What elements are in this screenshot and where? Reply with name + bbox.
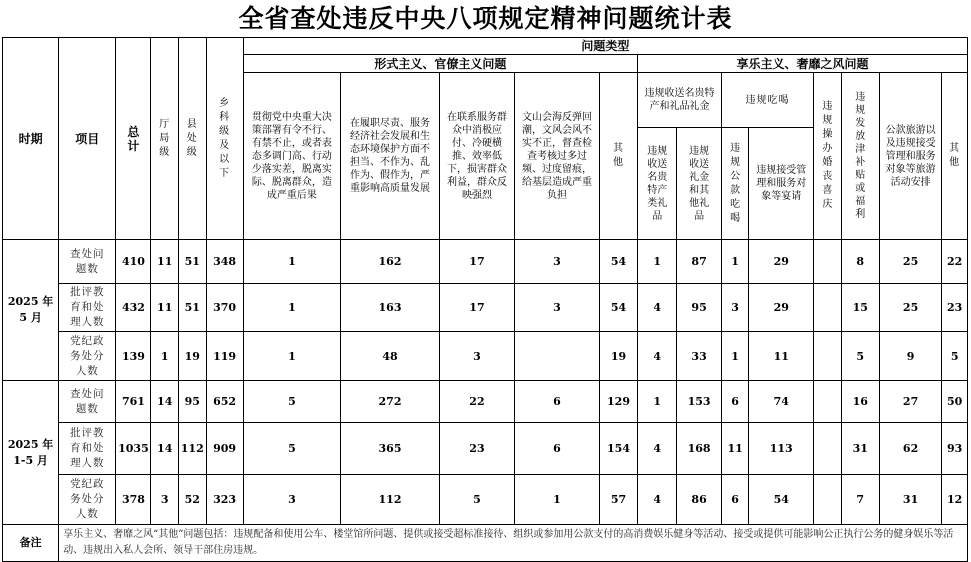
cell-travel: 25 [879,284,942,332]
cell-f3: 22 [439,381,514,423]
header-meal-banquet: 违规接受管理和服务对象等宴请 [749,128,814,240]
cell-total: 378 [116,475,151,525]
cell-wedding [814,240,842,284]
cell-gift2: 87 [677,240,722,284]
row-item-label: 党纪政务处分人数 [59,475,116,525]
cell-ting: 11 [151,240,179,284]
cell-h-other: 12 [942,475,968,525]
cell-f2: 365 [341,423,440,475]
row-item-label: 查处问题数 [59,240,116,284]
header-hedonism-wedding: 违规操办婚丧喜庆 [814,73,842,240]
cell-gift2: 168 [677,423,722,475]
cell-meal2: 29 [749,240,814,284]
header-period: 时期 [3,38,59,240]
header-item: 项目 [59,38,116,240]
table-row [3,240,968,284]
cell-wedding [814,381,842,423]
cell-meal1: 6 [721,475,749,525]
cell-xiang: 119 [206,332,243,381]
cell-xian: 112 [178,423,206,475]
cell-f1: 1 [243,240,341,284]
cell-travel: 62 [879,423,942,475]
cell-xian: 51 [178,240,206,284]
period-label: 2025 年 5 月 [3,240,59,381]
cell-h-other: 50 [942,381,968,423]
header-formalism-1: 贯彻党中央重大决策部署有令不行、有禁不止，或者表态多调门高、行动少落实差，脱离实际、脱离群众，造成严重后果 [243,73,341,240]
cell-f4: 1 [515,475,600,525]
cell-xiang: 348 [206,240,243,284]
row-item-label: 批评教育和处理人数 [59,423,116,475]
cell-travel: 9 [879,332,942,381]
header-formalism-group: 形式主义、官僚主义问题 [243,55,637,73]
cell-wedding [814,284,842,332]
header-meal-public: 违规公款吃喝 [721,128,749,240]
cell-f3: 17 [439,240,514,284]
cell-xiang: 909 [206,423,243,475]
cell-gift1: 1 [638,240,677,284]
header-meal-group: 违规吃喝 [721,73,813,128]
cell-f2: 163 [341,284,440,332]
cell-f1: 5 [243,381,341,423]
cell-xian: 19 [178,332,206,381]
cell-xiang: 370 [206,284,243,332]
header-formalism-2: 在履职尽责、服务经济社会发展和生态环境保护方面不担当、不作为、乱作为、假作为，严重影响高质量发展 [341,73,440,240]
cell-xian: 51 [178,284,206,332]
cell-f5: 129 [599,381,637,423]
cell-ting: 14 [151,381,179,423]
header-formalism-3: 在联系服务群众中消极应付、冷硬横推、效率低下，损害群众利益，群众反映强烈 [439,73,514,240]
cell-h-other: 93 [942,423,968,475]
table-row [3,332,968,381]
cell-total: 139 [116,332,151,381]
cell-travel: 27 [879,381,942,423]
cell-meal2: 74 [749,381,814,423]
row-item-label: 批评教育和处理人数 [59,284,116,332]
cell-f1: 3 [243,475,341,525]
header-total: 总计 [116,38,151,240]
cell-f3: 17 [439,284,514,332]
cell-wedding [814,475,842,525]
cell-gift1: 4 [638,423,677,475]
cell-allowance: 16 [841,381,879,423]
cell-gift1: 1 [638,381,677,423]
header-level-xian: 县处级 [178,38,206,240]
cell-f5: 54 [599,284,637,332]
note-text: 享乐主义、奢靡之风“其他”问题包括：违规配备和使用公车、楼堂馆所问题、提供或接受超标准接待、组织或参加用公款支付的高消费娱乐健身等活动、接受或提供可能影响公正执行公务的健身娱乐等活动、违规出入私人会所、领导干部住房违规。 [59,525,968,562]
cell-f5: 57 [599,475,637,525]
cell-xiang: 652 [206,381,243,423]
cell-gift1: 4 [638,332,677,381]
cell-f1: 1 [243,332,341,381]
cell-f4: 3 [515,240,600,284]
cell-meal1: 6 [721,381,749,423]
cell-f1: 5 [243,423,341,475]
cell-f5: 54 [599,240,637,284]
header-level-xiang: 乡科级及以下 [206,38,243,240]
cell-meal1: 11 [721,423,749,475]
cell-meal2: 54 [749,475,814,525]
cell-f4: 3 [515,284,600,332]
cell-travel: 25 [879,240,942,284]
cell-total: 761 [116,381,151,423]
cell-f2: 112 [341,475,440,525]
cell-f4: 6 [515,381,600,423]
cell-gift2: 86 [677,475,722,525]
header-formalism-other: 其他 [599,73,637,240]
note-label: 备注 [3,525,59,562]
table-row [3,381,968,423]
cell-xian: 52 [178,475,206,525]
cell-f2: 272 [341,381,440,423]
cell-meal2: 29 [749,284,814,332]
period-label: 2025 年 1-5 月 [3,381,59,525]
table-row [3,284,968,332]
cell-ting: 3 [151,475,179,525]
cell-ting: 11 [151,284,179,332]
header-gift-cash: 违规收送礼金和其他礼品 [677,128,722,240]
cell-meal1: 3 [721,284,749,332]
row-item-label: 党纪政务处分人数 [59,332,116,381]
table-row [3,423,968,475]
cell-f2: 48 [341,332,440,381]
header-hedonism-allowance: 违规发放津补贴或福利 [841,73,879,240]
header-level-ting: 厅局级 [151,38,179,240]
table-row [3,475,968,525]
statistics-table [2,37,968,562]
cell-gift2: 33 [677,332,722,381]
cell-h-other: 22 [942,240,968,284]
cell-gift1: 4 [638,284,677,332]
cell-f4: 6 [515,423,600,475]
cell-f5: 19 [599,332,637,381]
cell-gift2: 95 [677,284,722,332]
header-gift-group: 违规收送名贵特产和礼品礼金 [638,73,722,128]
cell-xian: 95 [178,381,206,423]
cell-total: 1035 [116,423,151,475]
cell-allowance: 7 [841,475,879,525]
cell-xiang: 323 [206,475,243,525]
cell-meal2: 11 [749,332,814,381]
cell-travel: 31 [879,475,942,525]
header-problem-type: 问题类型 [243,38,967,55]
cell-f3: 23 [439,423,514,475]
cell-total: 410 [116,240,151,284]
cell-gift2: 153 [677,381,722,423]
header-formalism-4: 文山会海反弹回潮，文风会风不实不正，督查检查考核过多过频、过度留痕，给基层造成严重负担 [515,73,600,240]
cell-meal1: 1 [721,240,749,284]
cell-meal2: 113 [749,423,814,475]
cell-f4 [515,332,600,381]
cell-f3: 3 [439,332,514,381]
cell-wedding [814,423,842,475]
cell-total: 432 [116,284,151,332]
cell-h-other: 23 [942,284,968,332]
cell-f3: 5 [439,475,514,525]
header-gift-specialty: 违规收送名贵特产类礼品 [638,128,677,240]
header-hedonism-travel: 公款旅游以及违规接受管理和服务对象等旅游活动安排 [879,73,942,240]
cell-allowance: 31 [841,423,879,475]
page-title: 全省查处违反中央八项规定精神问题统计表 [238,4,733,33]
row-item-label: 查处问题数 [59,381,116,423]
header-hedonism-other: 其他 [942,73,968,240]
cell-allowance: 15 [841,284,879,332]
cell-f2: 162 [341,240,440,284]
cell-meal1: 1 [721,332,749,381]
note-row [3,525,968,562]
cell-gift1: 4 [638,475,677,525]
cell-wedding [814,332,842,381]
cell-allowance: 8 [841,240,879,284]
cell-allowance: 5 [841,332,879,381]
header-hedonism-group: 享乐主义、奢靡之风问题 [638,55,968,73]
cell-f1: 1 [243,284,341,332]
cell-ting: 14 [151,423,179,475]
cell-f5: 154 [599,423,637,475]
cell-ting: 1 [151,332,179,381]
cell-h-other: 5 [942,332,968,381]
